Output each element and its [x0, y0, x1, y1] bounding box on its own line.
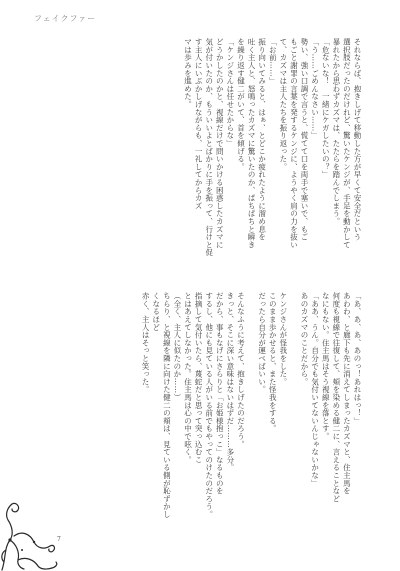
- corner-flourish-ornament: [0, 500, 60, 571]
- lower-text-block: 「あ、あ、あ、あのっ！あれはっ！」 あわわ、と廊下も先に消えてしまったカズマと、住主馬を 何度も視線で往復して、頬を染める健二に、言えることなど なにもない。住主馬はそう視線を落とす。 「ああ、うん。自分でも気付いてないんじゃないかな」 あのカズマのことだから。 ケンジさんが怪我をした。 このまま歩かせると、また怪我をする。 だったら自分が運べばいい。 そんなふうに考えて、抱きしげたのだろう。 きっと、そこに深い意味はないはずだ………多分。 だから、事もなげにさらりと「お姫様抱っこ」なるものを するし、他にも見ている人がいる前でもやってのけたのだろう。 指摘して気付いたら、蔑蛇だと思って突っ込むこ とはあえてしなかった。住主馬は心の中で呟く。 （全く、主人に似たのか……） ちらり、と視線を隣に向けた健二の頬は、見ている側が恥ずかしくなるほど 赤く、主人はそっと笑った。: [141, 292, 362, 519]
- page-number: 7: [57, 536, 61, 543]
- running-header: フェイクファー: [34, 14, 97, 23]
- upper-text-block: それならば、抱きしげて移動した方が早くて安全だという 選択肢だったのだけれど、驚いたケンジが、手足を動かして 暴れたから思わずカズマは、たたらを踏んでしまう。 「危ないな！ 一緒にケガしたいの？」 「う……ごめんなさい……」 勢い、強い口調で言うと、慌てて口を両手で塞いで、もご もごと謝罪の言葉を発するケンジに、ようやく肩の力を抜い て、カズマは主人たちを振り返った。 「お前……」 振り向いてみると、はぁ、とどこか疲れたように溜め息を 吐く主人と、怒鳴ったカズマに驚いたのか、ぱちぱちと瞬き を繰り返す健二がいて、首を傾げる。 「ケンジさんは任せたからな」 どうかしたのかと、視線だけで問いかける困惑したカズマに 気が付いたのか、もういいよとばかりに手を振って、行けと促 す主人にいぶかしげながらも、一礼してからカズ マは歩みを進めた。: [183, 38, 362, 257]
